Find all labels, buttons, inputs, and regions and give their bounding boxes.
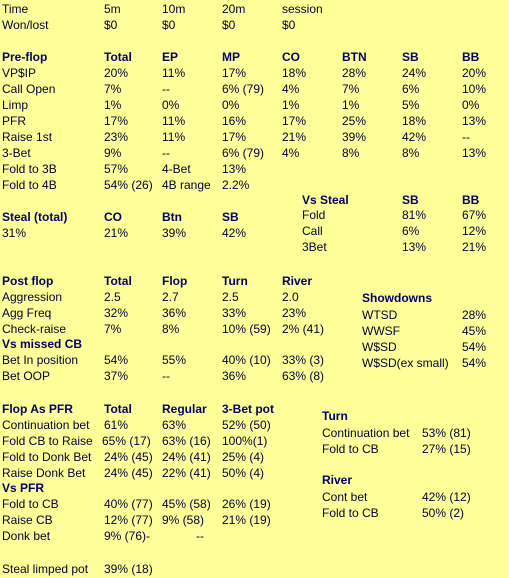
preflop-cell: 18% [282, 66, 307, 80]
preflop-cell: 11% [162, 66, 186, 80]
postflop-cell: 2.5 [222, 290, 239, 304]
vs-steal-row-label: 3Bet [302, 240, 327, 254]
showdown-label: WWSF [362, 324, 400, 338]
preflop-cell: 13% [462, 114, 487, 128]
vs-pfr-cell: 21% (19) [222, 513, 271, 527]
flop-pfr-row-label: Raise Donk Bet [2, 466, 86, 480]
postflop-cell: -- [162, 369, 170, 383]
preflop-cell: 17% [222, 66, 247, 80]
steal-limped-value: 39% (18) [104, 562, 153, 576]
preflop-cell: 11% [162, 130, 186, 144]
vs-pfr-cell: 9% (76)- [104, 529, 151, 543]
postflop-cell: 8% [162, 322, 180, 336]
postflop-row-label: Agg Freq [2, 306, 52, 320]
steal-sb-value: 42% [222, 226, 247, 240]
flop-pfr-cell: 52% (50) [222, 418, 271, 432]
postflop-row-label: Aggression [2, 290, 63, 304]
showdown-value: 54% [462, 356, 487, 370]
preflop-cell: 1% [282, 98, 300, 112]
vs-steal-cell: 67% [462, 208, 487, 222]
showdowns-header: Showdowns [362, 291, 432, 305]
time-col-20m: 20m [222, 2, 246, 16]
postflop-cell: 33% (3) [282, 353, 325, 367]
preflop-cell: -- [462, 130, 470, 144]
postflop-row-label: Bet In position [2, 353, 79, 367]
postflop-row-label: Bet OOP [2, 369, 51, 383]
won-10m: $0 [162, 18, 176, 32]
flop-pfr-cell: 24% (41) [162, 450, 211, 464]
preflop-cell: 0% [162, 98, 180, 112]
preflop-cell: 39% [342, 130, 367, 144]
steal-col-btn: Btn [162, 210, 182, 224]
preflop-col-total: Total [104, 50, 132, 64]
preflop-cell: 20% [104, 66, 129, 80]
turn-cell: 53% (81) [422, 426, 471, 440]
preflop-cell: 16% [222, 114, 247, 128]
showdown-value: 28% [462, 308, 487, 322]
river-cell: 50% (2) [422, 506, 465, 520]
preflop-col-ep: EP [162, 50, 179, 64]
preflop-cell: 17% [282, 114, 307, 128]
fold4b-label: Fold to 4B [2, 178, 57, 192]
vs-steal-cell: 81% [402, 208, 427, 222]
vs-steal-col-bb: BB [462, 193, 480, 207]
preflop-header: Pre-flop [2, 50, 48, 64]
flop-pfr-col-3bet: 3-Bet pot [222, 402, 274, 416]
flop-pfr-cell: 50% (4) [222, 466, 265, 480]
river-header: River [322, 473, 353, 487]
postflop-cell: 10% (59) [222, 322, 271, 336]
flop-pfr-row-label: Fold to Donk Bet [2, 450, 92, 464]
showdown-value: 45% [462, 324, 487, 338]
preflop-row-label: 3-Bet [2, 146, 31, 160]
postflop-cell: 40% (10) [222, 353, 271, 367]
preflop-cell: 25% [342, 114, 367, 128]
preflop-cell: -- [162, 146, 170, 160]
turn-row-label: Fold to CB [322, 442, 379, 456]
preflop-cell: 11% [162, 114, 186, 128]
postflop-cell: 54% [104, 353, 129, 367]
postflop-col-river: River [282, 274, 313, 288]
preflop-cell: 28% [342, 66, 367, 80]
vs-pfr-row-label: Fold to CB [2, 497, 59, 511]
river-row-label: Fold to CB [322, 506, 379, 520]
steal-header: Steal (total) [2, 210, 68, 224]
vs-steal-row-label: Call [302, 224, 323, 238]
river-cell: 42% (12) [422, 490, 471, 504]
postflop-cell: 55% [162, 353, 187, 367]
preflop-col-sb: SB [402, 50, 419, 64]
postflop-col-total: Total [104, 274, 132, 288]
vs-pfr-cell: -- [196, 529, 204, 543]
steal-col-sb: SB [222, 210, 239, 224]
fold3b-value: 57% [104, 162, 129, 176]
won-20m: $0 [222, 18, 236, 32]
vs-pfr-cell: 9% (58) [162, 513, 205, 527]
fourbet-label: 4-Bet [162, 162, 191, 176]
vs-steal-cell: 6% [402, 224, 420, 238]
preflop-col-mp: MP [222, 50, 240, 64]
vs-pfr-cell: 40% (77) [104, 497, 153, 511]
showdown-value: 54% [462, 340, 487, 354]
time-col-session: session [282, 2, 323, 16]
postflop-cell: 7% [104, 322, 122, 336]
preflop-cell: 4% [282, 82, 300, 96]
postflop-header: Post flop [2, 274, 54, 288]
postflop-cell: 2.5 [104, 290, 121, 304]
postflop-cell: 2% (41) [282, 322, 325, 336]
flop-pfr-cell: 61% [104, 418, 129, 432]
steal-co-value: 21% [104, 226, 129, 240]
preflop-cell: 6% [402, 82, 420, 96]
postflop-row-label: Check-raise [2, 322, 67, 336]
flop-pfr-cell: 100%(1) [222, 434, 268, 448]
postflop-cell: 63% (8) [282, 369, 325, 383]
showdown-label: W$SD(ex small) [362, 356, 449, 370]
preflop-cell: 7% [342, 82, 360, 96]
showdown-label: W$SD [362, 340, 397, 354]
won-5m: $0 [104, 18, 118, 32]
fourbet-range-value: 2.2% [222, 178, 250, 192]
vs-steal-cell: 21% [462, 240, 487, 254]
flop-pfr-cell: 24% (45) [104, 450, 153, 464]
preflop-cell: 20% [462, 66, 487, 80]
preflop-row-label: Limp [2, 98, 29, 112]
postflop-cell: 36% [162, 306, 187, 320]
preflop-col-co: CO [282, 50, 300, 64]
preflop-cell: 6% (79) [222, 146, 265, 160]
vs-steal-cell: 12% [462, 224, 487, 238]
flop-pfr-row-label: Fold CB to Raise [2, 434, 93, 448]
vs-steal-col-sb: SB [402, 193, 419, 207]
postflop-cell: 2.0 [282, 290, 299, 304]
postflop-col-flop: Flop [162, 274, 188, 288]
preflop-cell: 7% [104, 82, 122, 96]
preflop-cell: -- [162, 82, 170, 96]
preflop-cell: 13% [462, 146, 487, 160]
preflop-row-label: VP$IP [2, 66, 37, 80]
vs-pfr-cell: 45% (58) [162, 497, 211, 511]
preflop-cell: 8% [402, 146, 420, 160]
postflop-cell: 23% [282, 306, 307, 320]
fourbet-range-label: 4B range [162, 178, 211, 192]
preflop-row-label: Raise 1st [2, 130, 53, 144]
flop-pfr-cell: 63% (16) [162, 434, 211, 448]
flop-pfr-cell: 25% (4) [222, 450, 265, 464]
steal-limped-label: Steal limped pot [2, 562, 89, 576]
vs-steal-cell: 13% [402, 240, 427, 254]
turn-row-label: Continuation bet [322, 426, 410, 440]
preflop-cell: 24% [402, 66, 427, 80]
preflop-cell: 17% [222, 130, 247, 144]
preflop-cell: 21% [282, 130, 307, 144]
preflop-row-label: Call Open [2, 82, 56, 96]
time-label: Time [2, 2, 29, 16]
won-session: $0 [282, 18, 296, 32]
preflop-cell: 0% [222, 98, 240, 112]
postflop-col-turn: Turn [222, 274, 248, 288]
river-row-label: Cont bet [322, 490, 368, 504]
postflop-cell: 32% [104, 306, 129, 320]
vs-pfr-row-label: Raise CB [2, 513, 53, 527]
preflop-cell: 0% [462, 98, 480, 112]
flop-pfr-cell: 24% (45) [104, 466, 153, 480]
preflop-col-btn: BTN [342, 50, 367, 64]
flop-pfr-header: Flop As PFR [2, 402, 73, 416]
preflop-cell: 17% [104, 114, 129, 128]
time-col-5m: 5m [104, 2, 121, 16]
turn-header: Turn [322, 409, 348, 423]
vs-pfr-cell: 12% (77) [104, 513, 153, 527]
vs-steal-row-label: Fold [302, 208, 326, 222]
postflop-cell: 33% [222, 306, 247, 320]
time-col-10m: 10m [162, 2, 186, 16]
vs-pfr-cell: 26% (19) [222, 497, 271, 511]
preflop-cell: 18% [402, 114, 427, 128]
postflop-cell: 37% [104, 369, 129, 383]
steal-col-co: CO [104, 210, 122, 224]
preflop-cell: 42% [402, 130, 427, 144]
fold4b-value: 54% (26) [104, 178, 153, 192]
preflop-cell: 9% [104, 146, 122, 160]
preflop-cell: 23% [104, 130, 129, 144]
flop-pfr-col-regular: Regular [162, 402, 207, 416]
postflop-cell: 2.7 [162, 290, 179, 304]
won-lost-label: Won/lost [2, 18, 49, 32]
vs-pfr-row-label: Donk bet [2, 529, 51, 543]
flop-pfr-cell: 22% (41) [162, 466, 211, 480]
flop-pfr-col-total: Total [104, 402, 132, 416]
fold3b-label: Fold to 3B [2, 162, 57, 176]
preflop-row-label: PFR [2, 114, 26, 128]
preflop-cell: 4% [282, 146, 300, 160]
steal-btn-value: 39% [162, 226, 187, 240]
showdown-label: WTSD [362, 308, 398, 322]
turn-cell: 27% (15) [422, 442, 471, 456]
flop-pfr-row-label: Continuation bet [2, 418, 90, 432]
preflop-col-bb: BB [462, 50, 480, 64]
vs-missed-cb-header: Vs missed CB [2, 337, 83, 351]
preflop-cell: 8% [342, 146, 360, 160]
preflop-cell: 6% (79) [222, 82, 265, 96]
postflop-cell: 36% [222, 369, 247, 383]
preflop-cell: 5% [402, 98, 420, 112]
flop-pfr-cell: 63% [162, 418, 187, 432]
preflop-cell: 10% [462, 82, 487, 96]
steal-total-value: 31% [2, 226, 27, 240]
vs-pfr-header: Vs PFR [2, 481, 45, 495]
vs-steal-header: Vs Steal [302, 193, 349, 207]
preflop-cell: 1% [342, 98, 360, 112]
flop-pfr-cell: 65% (17) [102, 434, 151, 448]
fourbet-value: 13% [222, 162, 247, 176]
preflop-cell: 1% [104, 98, 122, 112]
